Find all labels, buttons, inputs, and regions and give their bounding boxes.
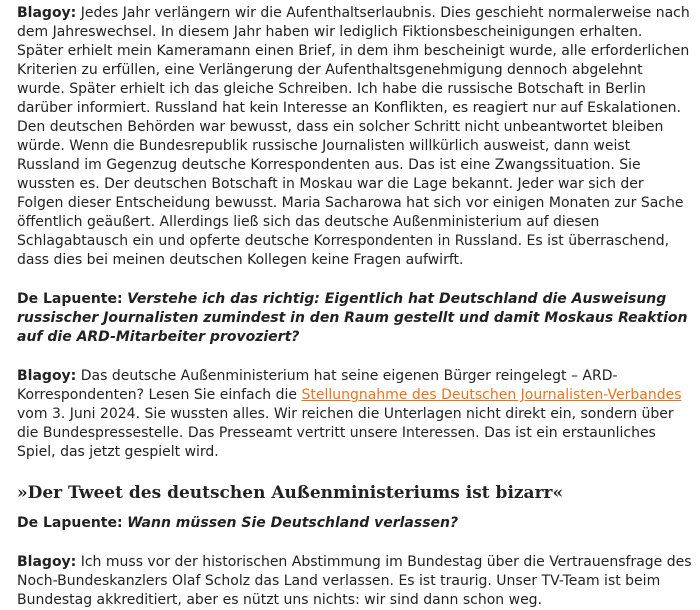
- question-text: Wann müssen Sie Deutschland verlassen?: [127, 515, 459, 531]
- speaker-label: De Lapuente:: [17, 291, 123, 307]
- question-paragraph: [17, 514, 692, 533]
- answer-text: Jedes Jahr verlängern wir die Aufenthaltserlaubnis. Dies geschieht normalerweise nach dem Jahreswechsel. In diesem Jahr haben wir lediglich Fiktionsbescheinigungen erhalten. Später erhielt mein Kameramann einen Brief, in dem ihm bescheinigt wurde, alle erforderlichen Kriterien zu erfüllen, eine Verlängerung der Aufenthaltsgenehmigung dennoch abgelehnt wurde. Später erhielt ich das gleiche Schreiben. Ich habe die russische Botschaft in Berlin darüber informiert. Russland hat kein Interesse an Konflikten, es reagiert nur auf Eskalationen. Den deutschen Behörden war bewusst, dass ein solcher Schritt nicht unbeantwortet bleiben würde. Wenn die Bundesrepublik russische Journalisten willkürlich ausweist, dann weist Russland im Gegenzug deutsche Korrespondenten aus. Das ist eine Zwangssituation. Sie wussten es. Der deutschen Botschaft in Moskau war die Lage bekannt. Jeder war sich der Folgen dieser Entscheidung bewusst. Maria Sacharowa hat sich vor einigen Monaten zur Sache öffentlich geäußert. Allerdings ließ sich das deutsche Außenministerium auf diesen Schlagabtausch ein und opferte deutsche Korrespondenten in Russland. Es ist überraschend, dass dies bei meinen deutschen Kollegen keine Fragen aufwirft.: [17, 5, 690, 268]
- question-text: Verstehe ich das richtig: Eigentlich hat Deutschland die Ausweisung russischer Journalisten zumindest in den Raum gestellt und damit Moskaus Reaktion auf die ARD-Mitarbeiter provoziert?: [17, 291, 688, 345]
- answer-text: vom 3. Juni 2024. Sie wussten alles. Wir reichen die Unterlagen nicht direkt ein, sondern über die Bundespressestelle. Das Presseamt vertritt unsere Interessen. Das ist ein erstaunliches Spiel, das jetzt gespielt wird.: [17, 406, 674, 460]
- djv-statement-link[interactable]: Stellungnahme des Deutschen Journalisten-Verbandes: [301, 387, 682, 403]
- section-heading: »Der Tweet des deutschen Außenministeriums ist bizarr«: [17, 483, 564, 503]
- speaker-label: Blagoy:: [17, 368, 77, 384]
- question-paragraph: [17, 290, 692, 347]
- answer-paragraph: [17, 553, 692, 610]
- answer-paragraph: [17, 4, 692, 270]
- speaker-label: Blagoy:: [17, 554, 77, 570]
- answer-text: Ich muss vor der historischen Abstimmung im Bundestag über die Vertrauensfrage des Noch-Bundeskanzlers Olaf Scholz das Land verlassen. Es ist traurig. Unser TV-Team ist beim Bundestag akkreditiert, aber es nützt uns nichts: wir sind dann schon weg.: [17, 554, 692, 608]
- answer-text: Das deutsche Außenministerium hat seine eigenen Bürger reingelegt – ARD-Korrespondenten? Lesen Sie einfach die: [17, 368, 618, 403]
- speaker-label: De Lapuente:: [17, 515, 123, 531]
- answer-paragraph: [17, 367, 692, 462]
- speaker-label: Blagoy:: [17, 5, 77, 21]
